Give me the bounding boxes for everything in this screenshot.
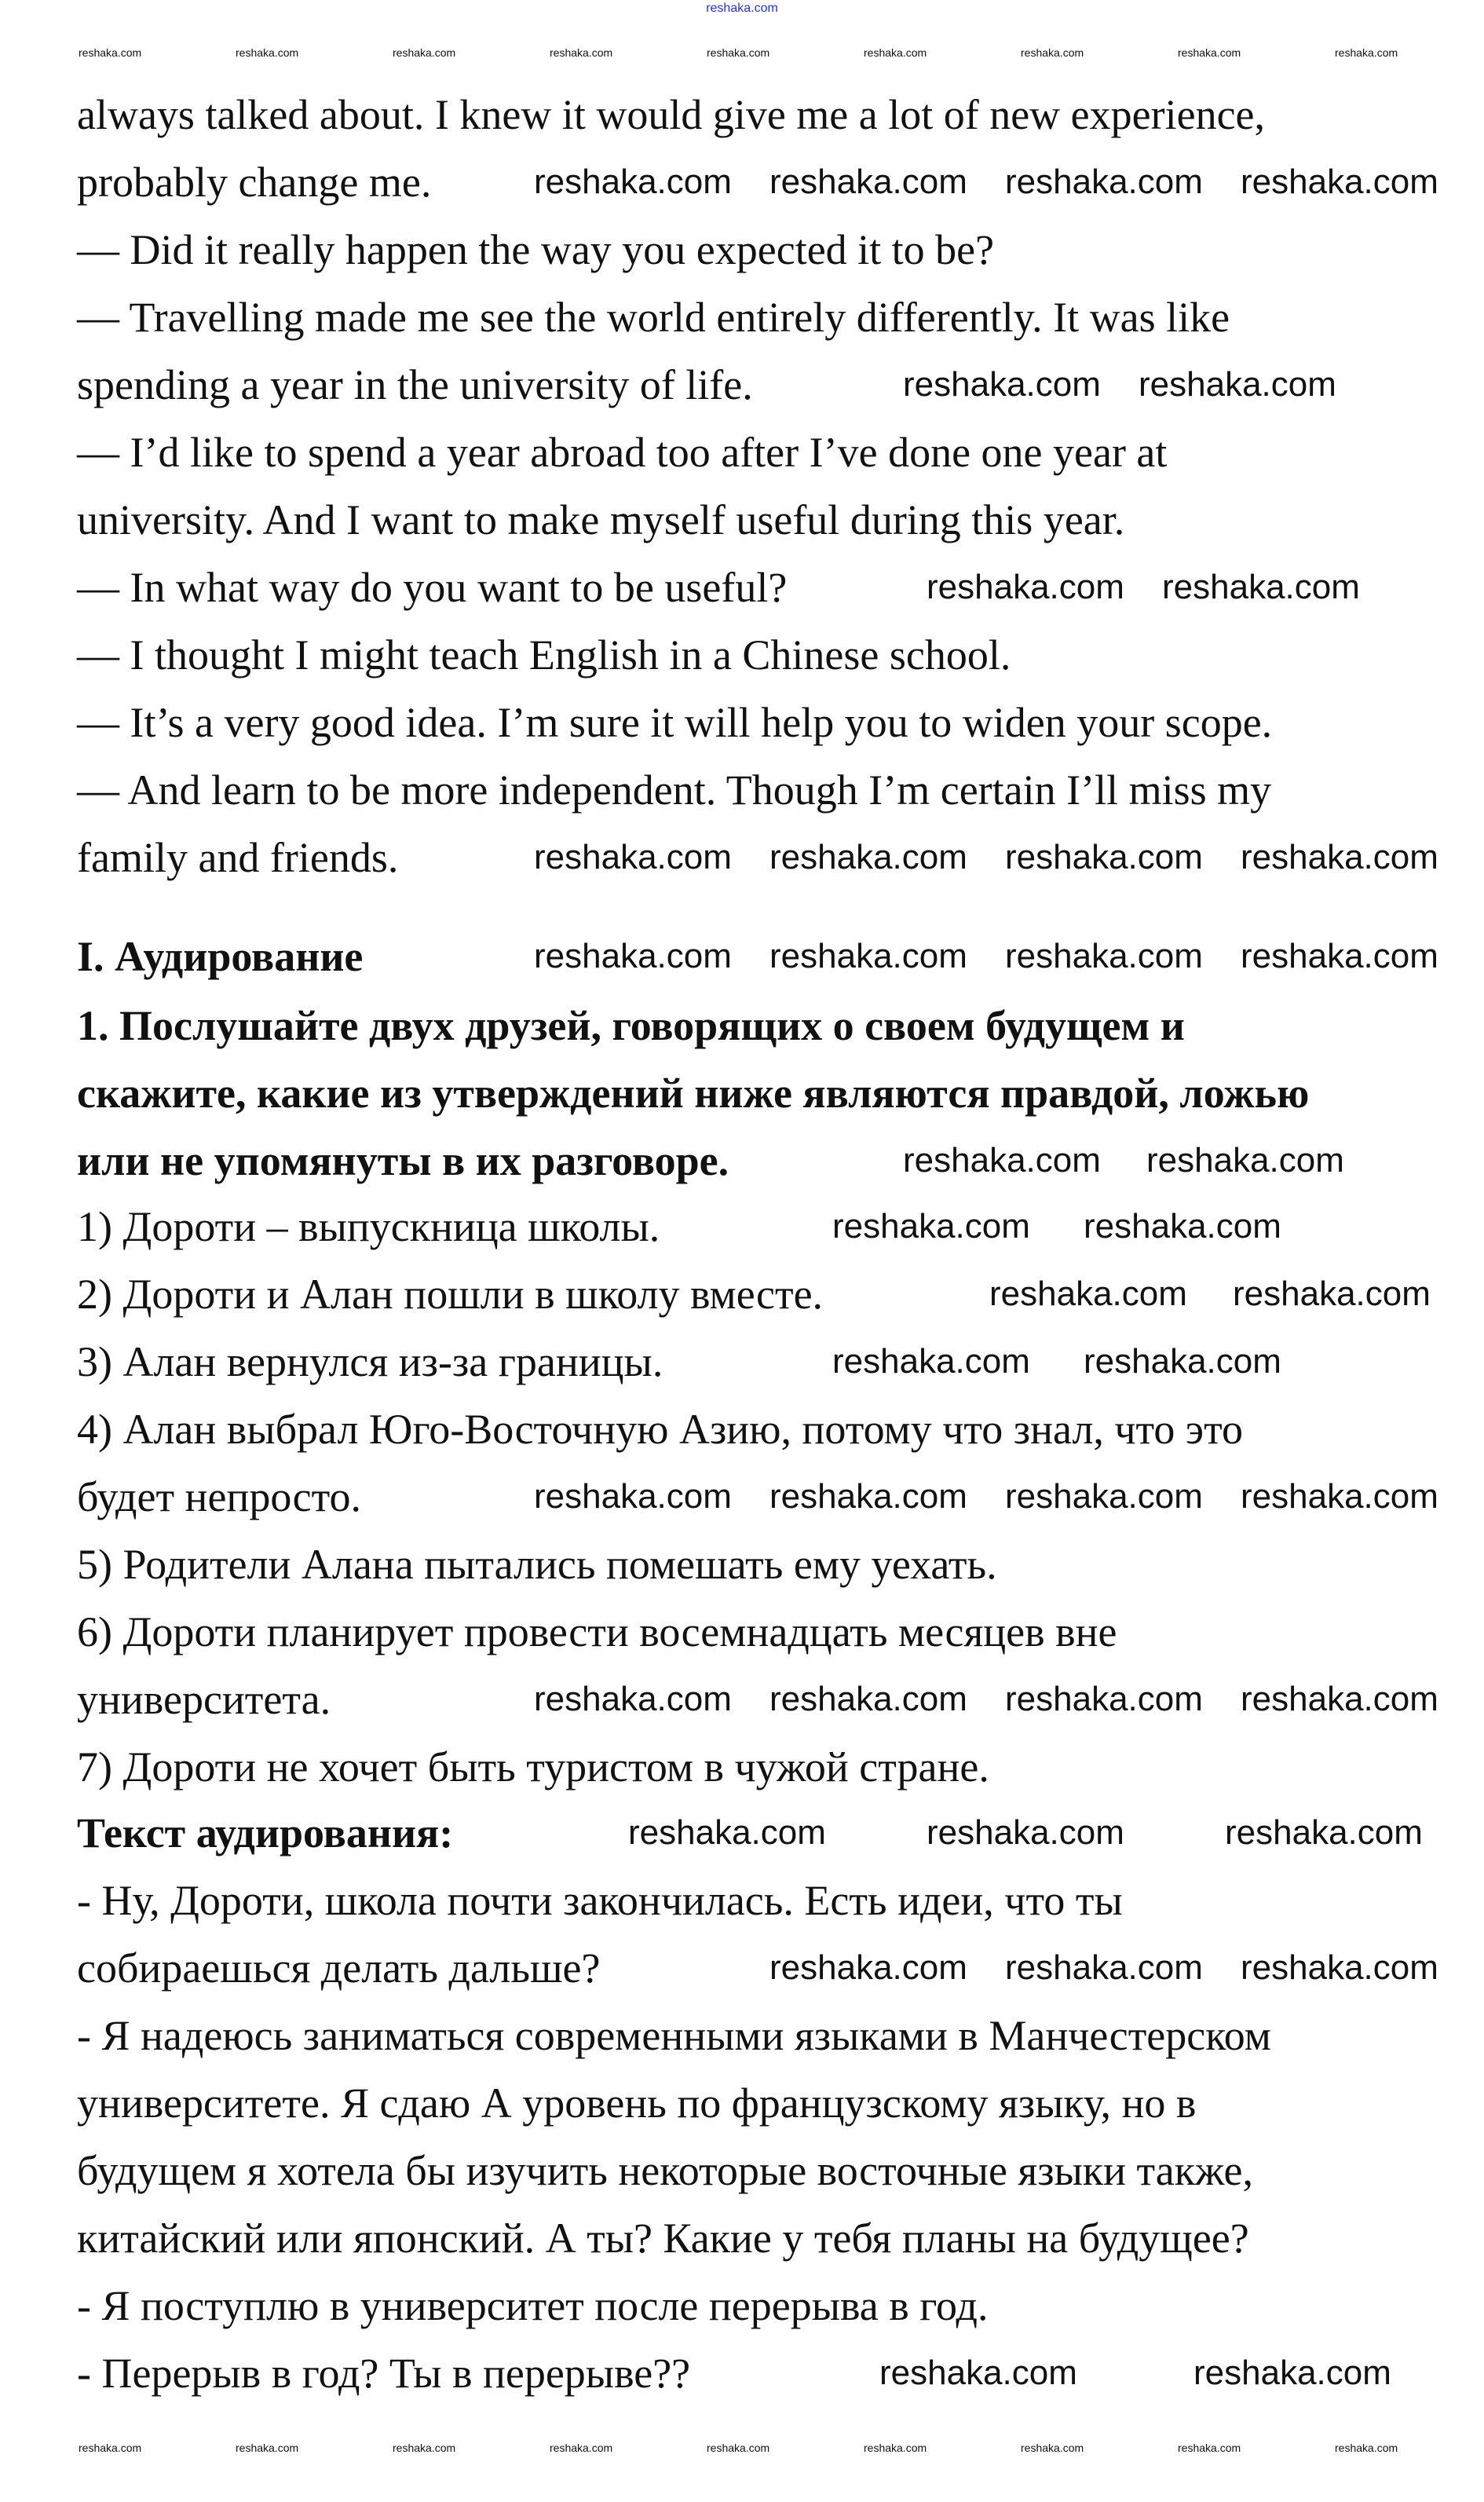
- watermark: reshaka.com: [1241, 1948, 1438, 1987]
- statement: 1) Дороти – выпускница школы.: [77, 1203, 660, 1250]
- watermark: reshaka.com: [534, 1680, 732, 1718]
- header-link[interactable]: reshaka.com: [706, 2, 778, 15]
- watermark: reshaka.com: [628, 1813, 826, 1852]
- watermark: reshaka.com: [1178, 2442, 1241, 2454]
- watermark: reshaka.com: [1241, 1477, 1438, 1516]
- watermark: reshaka.com: [1193, 2354, 1391, 2392]
- watermark: reshaka.com: [1005, 1948, 1203, 1987]
- task-line: скажите, какие из утверждений ниже являются правдой, ложью: [77, 1070, 1310, 1117]
- watermark: reshaka.com: [903, 1141, 1101, 1180]
- watermark: reshaka.com: [707, 46, 770, 59]
- watermark: reshaka.com: [832, 1207, 1030, 1246]
- watermark: reshaka.com: [832, 1342, 1030, 1381]
- watermark: reshaka.com: [1005, 1477, 1203, 1516]
- statement: будет непросто.: [77, 1473, 362, 1520]
- transcript-line: университете. Я сдаю А уровень по французскому языку, но в: [77, 2080, 1197, 2127]
- watermark: reshaka.com: [1139, 365, 1336, 404]
- statement: 2) Дороти и Алан пошли в школу вместе.: [77, 1271, 824, 1318]
- watermark: reshaka.com: [864, 2442, 927, 2454]
- watermark: reshaka.com: [769, 1680, 967, 1718]
- watermark: reshaka.com: [879, 2354, 1077, 2392]
- watermark: reshaka.com: [1241, 163, 1438, 201]
- transcript-line: - Перерыв в год? Ты в перерыве??: [77, 2350, 691, 2397]
- watermark: reshaka.com: [1021, 46, 1084, 59]
- statement: 6) Дороти планирует провести восемнадцать месяцев вне: [77, 1608, 1117, 1655]
- watermark: reshaka.com: [236, 46, 299, 59]
- watermark: reshaka.com: [1084, 1207, 1281, 1246]
- watermark: reshaka.com: [1241, 937, 1438, 975]
- watermark: reshaka.com: [769, 838, 967, 876]
- watermark: reshaka.com: [989, 1275, 1187, 1313]
- watermark: reshaka.com: [769, 1948, 967, 1987]
- text-line: — In what way do you want to be useful?: [77, 564, 788, 611]
- watermark: reshaka.com: [393, 46, 456, 59]
- watermark: reshaka.com: [1225, 1813, 1423, 1852]
- transcript-line: собираешься делать дальше?: [77, 1944, 601, 1992]
- watermark: reshaka.com: [534, 937, 732, 975]
- watermark: reshaka.com: [864, 46, 927, 59]
- task-line: 1. Послушайте двух друзей, говорящих о своем будущем и: [77, 1002, 1185, 1049]
- watermark: reshaka.com: [534, 838, 732, 876]
- text-line: family and friends.: [77, 834, 399, 881]
- watermark: reshaka.com: [769, 937, 967, 975]
- text-line: university. And I want to make myself useful during this year.: [77, 496, 1125, 543]
- watermark: reshaka.com: [550, 46, 613, 59]
- watermark: reshaka.com: [534, 163, 732, 201]
- text-line: — I thought I might teach English in a Chinese school.: [77, 631, 1011, 679]
- section-title: I. Аудирование: [77, 933, 364, 980]
- transcript-line: - Я поступлю в университет после перерыва в год.: [77, 2282, 989, 2329]
- watermark: reshaka.com: [236, 2442, 299, 2454]
- statement: университета.: [77, 1676, 331, 1723]
- text-line: — Did it really happen the way you expected it to be?: [77, 226, 995, 273]
- watermark: reshaka.com: [1162, 568, 1360, 606]
- text-line: always talked about. I knew it would give me a lot of new experience,: [77, 91, 1266, 138]
- task-line: или не упомянуты в их разговоре.: [77, 1137, 729, 1184]
- watermark: reshaka.com: [79, 2442, 142, 2454]
- watermark: reshaka.com: [1005, 937, 1203, 975]
- watermark: reshaka.com: [1335, 46, 1398, 59]
- watermark: reshaka.com: [769, 1477, 967, 1516]
- watermark: reshaka.com: [1005, 163, 1203, 201]
- transcript-line: - Ну, Дороти, школа почти закончилась. Есть идеи, что ты: [77, 1877, 1123, 1924]
- watermark: reshaka.com: [393, 2442, 456, 2454]
- watermark: reshaka.com: [1021, 2442, 1084, 2454]
- watermark: reshaka.com: [927, 1813, 1124, 1852]
- text-line: — I’d like to spend a year abroad too after I’ve done one year at: [77, 429, 1168, 476]
- transcript-line: будущем я хотела бы изучить некоторые восточные языки также,: [77, 2147, 1254, 2194]
- text-line: probably change me.: [77, 159, 432, 206]
- statement: 5) Родители Алана пытались помешать ему уехать.: [77, 1541, 997, 1588]
- text-line: — And learn to be more independent. Though I’m certain I’ll miss my: [77, 766, 1272, 814]
- text-line: — It’s a very good idea. I’m sure it will help you to widen your scope.: [77, 699, 1273, 746]
- statement: 4) Алан выбрал Юго-Восточную Азию, потому что знал, что это: [77, 1406, 1243, 1453]
- transcript-line: китайский или японский. А ты? Какие у тебя планы на будущее?: [77, 2215, 1249, 2262]
- watermark: reshaka.com: [1241, 838, 1438, 876]
- watermark: reshaka.com: [1178, 46, 1241, 59]
- watermark: reshaka.com: [1146, 1141, 1344, 1180]
- watermark: reshaka.com: [1335, 2442, 1398, 2454]
- watermark: reshaka.com: [903, 365, 1101, 404]
- watermark: reshaka.com: [927, 568, 1124, 606]
- statement: 7) Дороти не хочет быть туристом в чужой стране.: [77, 1743, 989, 1791]
- watermark: reshaka.com: [1233, 1275, 1431, 1313]
- transcript-line: - Я надеюсь заниматься современными языками в Манчестерском: [77, 2012, 1271, 2059]
- watermark: reshaka.com: [769, 163, 967, 201]
- watermark: reshaka.com: [1241, 1680, 1438, 1718]
- watermark: reshaka.com: [534, 1477, 732, 1516]
- watermark: reshaka.com: [550, 2442, 613, 2454]
- statement: 3) Алан вернулся из-за границы.: [77, 1338, 663, 1385]
- transcript-title: Текст аудирования:: [77, 1809, 454, 1856]
- watermark: reshaka.com: [1005, 838, 1203, 876]
- watermark: reshaka.com: [79, 46, 142, 59]
- watermark: reshaka.com: [1005, 1680, 1203, 1718]
- text-line: — Travelling made me see the world entirely differently. It was like: [77, 294, 1230, 341]
- text-line: spending a year in the university of life.: [77, 361, 753, 408]
- watermark: reshaka.com: [1084, 1342, 1281, 1381]
- watermark: reshaka.com: [707, 2442, 770, 2454]
